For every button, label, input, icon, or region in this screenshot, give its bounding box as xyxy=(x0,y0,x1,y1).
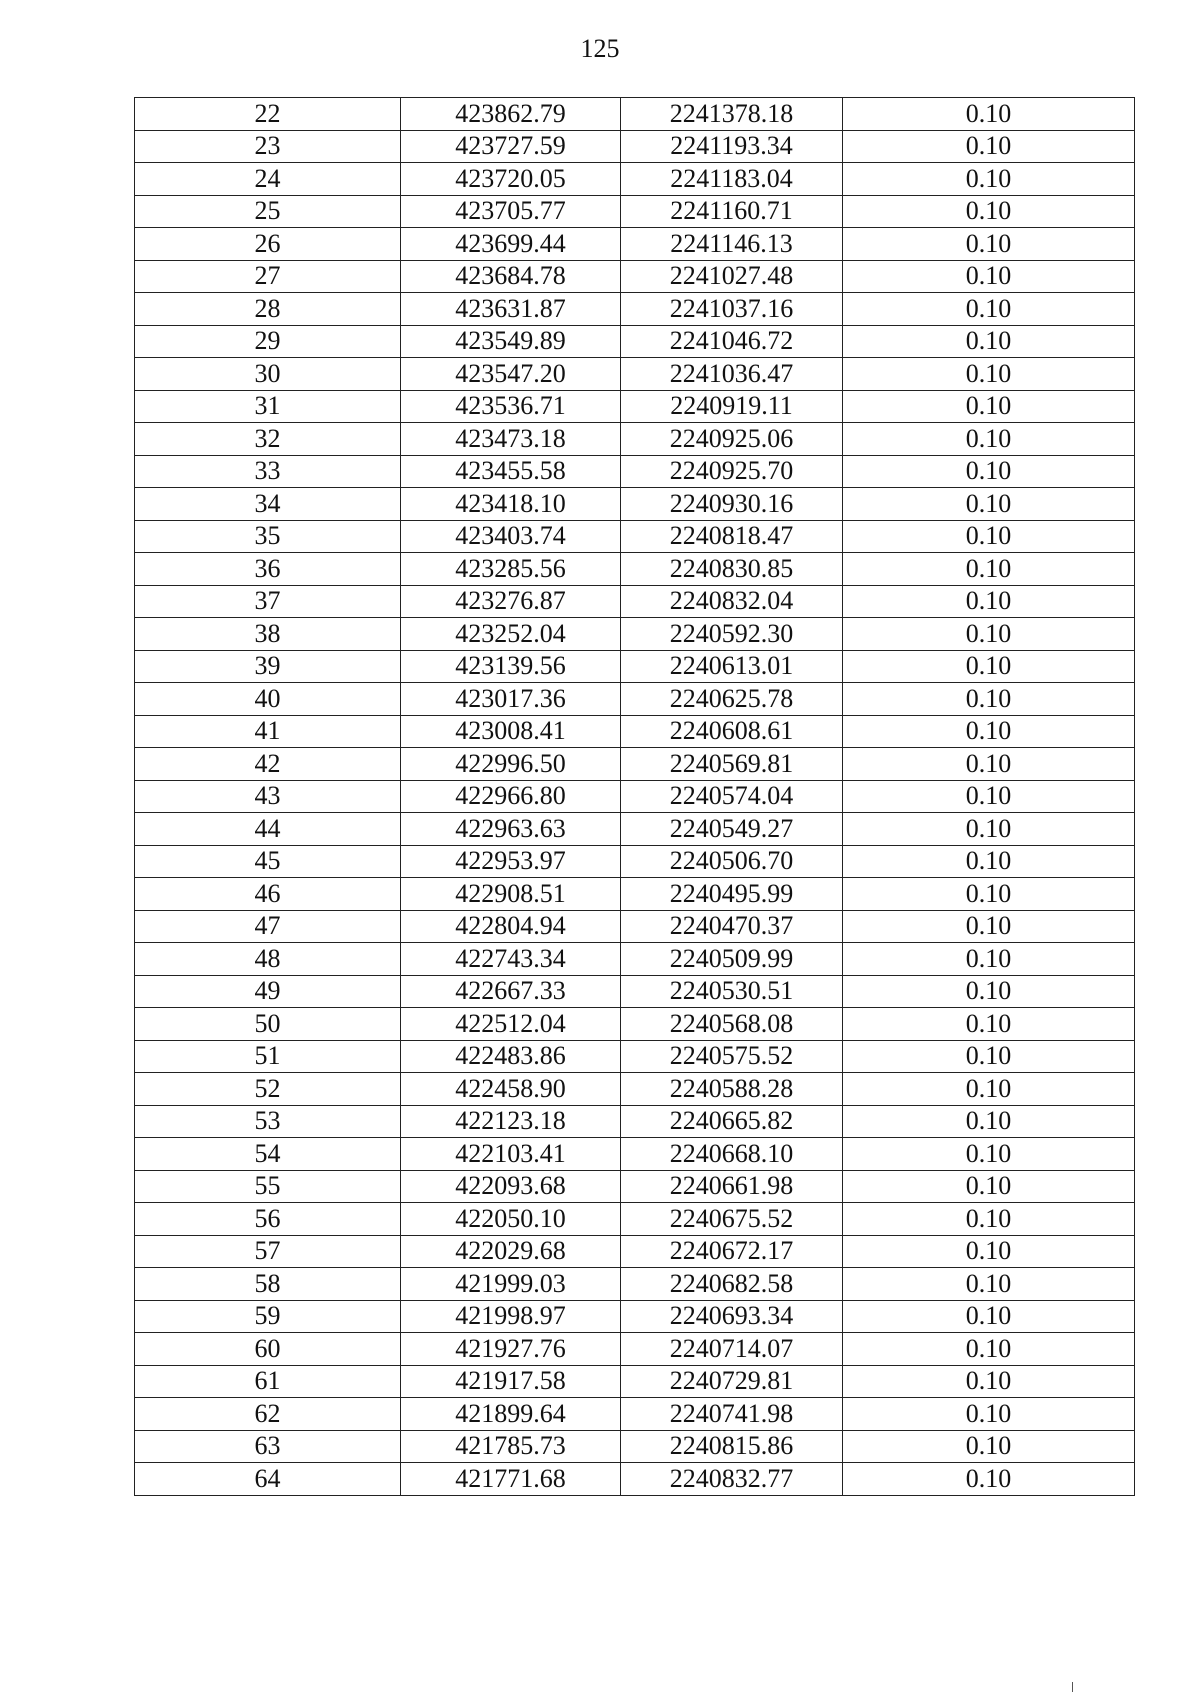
table-row xyxy=(135,1463,1135,1496)
y-coordinate-cell: 2240625.78 xyxy=(621,683,843,716)
y-coordinate-cell: 2240575.52 xyxy=(621,1040,843,1073)
table-row xyxy=(135,163,1135,196)
table-row xyxy=(135,390,1135,423)
accuracy-cell: 0.10 xyxy=(843,1170,1135,1203)
point-number-cell: 48 xyxy=(135,943,401,976)
point-number-cell: 27 xyxy=(135,260,401,293)
x-coordinate-cell: 423720.05 xyxy=(401,163,621,196)
table-row xyxy=(135,975,1135,1008)
accuracy-cell: 0.10 xyxy=(843,1138,1135,1171)
accuracy-cell: 0.10 xyxy=(843,98,1135,131)
table-row xyxy=(135,98,1135,131)
x-coordinate-cell: 421999.03 xyxy=(401,1268,621,1301)
point-number-cell: 42 xyxy=(135,748,401,781)
table-row xyxy=(135,520,1135,553)
accuracy-cell: 0.10 xyxy=(843,910,1135,943)
point-number-cell: 54 xyxy=(135,1138,401,1171)
x-coordinate-cell: 423862.79 xyxy=(401,98,621,131)
y-coordinate-cell: 2240675.52 xyxy=(621,1203,843,1236)
table-row xyxy=(135,1105,1135,1138)
x-coordinate-cell: 421998.97 xyxy=(401,1300,621,1333)
point-number-cell: 51 xyxy=(135,1040,401,1073)
accuracy-cell: 0.10 xyxy=(843,1268,1135,1301)
x-coordinate-cell: 422483.86 xyxy=(401,1040,621,1073)
point-number-cell: 53 xyxy=(135,1105,401,1138)
table-row xyxy=(135,1268,1135,1301)
accuracy-cell: 0.10 xyxy=(843,1105,1135,1138)
y-coordinate-cell: 2241160.71 xyxy=(621,195,843,228)
table-row xyxy=(135,1203,1135,1236)
accuracy-cell: 0.10 xyxy=(843,228,1135,261)
x-coordinate-cell: 423403.74 xyxy=(401,520,621,553)
y-coordinate-cell: 2240665.82 xyxy=(621,1105,843,1138)
y-coordinate-cell: 2240608.61 xyxy=(621,715,843,748)
accuracy-cell: 0.10 xyxy=(843,325,1135,358)
accuracy-cell: 0.10 xyxy=(843,715,1135,748)
accuracy-cell: 0.10 xyxy=(843,553,1135,586)
x-coordinate-cell: 422050.10 xyxy=(401,1203,621,1236)
x-coordinate-cell: 421899.64 xyxy=(401,1398,621,1431)
y-coordinate-cell: 2240588.28 xyxy=(621,1073,843,1106)
x-coordinate-cell: 423631.87 xyxy=(401,293,621,326)
point-number-cell: 34 xyxy=(135,488,401,521)
x-coordinate-cell: 421785.73 xyxy=(401,1430,621,1463)
y-coordinate-cell: 2240530.51 xyxy=(621,975,843,1008)
y-coordinate-cell: 2240661.98 xyxy=(621,1170,843,1203)
table-row xyxy=(135,585,1135,618)
x-coordinate-cell: 422804.94 xyxy=(401,910,621,943)
table-row xyxy=(135,618,1135,651)
accuracy-cell: 0.10 xyxy=(843,423,1135,456)
point-number-cell: 47 xyxy=(135,910,401,943)
y-coordinate-cell: 2240729.81 xyxy=(621,1365,843,1398)
x-coordinate-cell: 422667.33 xyxy=(401,975,621,1008)
y-coordinate-cell: 2240668.10 xyxy=(621,1138,843,1171)
y-coordinate-cell: 2241378.18 xyxy=(621,98,843,131)
x-coordinate-cell: 421771.68 xyxy=(401,1463,621,1496)
y-coordinate-cell: 2241046.72 xyxy=(621,325,843,358)
accuracy-cell: 0.10 xyxy=(843,1463,1135,1496)
point-number-cell: 40 xyxy=(135,683,401,716)
point-number-cell: 29 xyxy=(135,325,401,358)
accuracy-cell: 0.10 xyxy=(843,358,1135,391)
point-number-cell: 31 xyxy=(135,390,401,423)
table-row xyxy=(135,1040,1135,1073)
table-row xyxy=(135,1170,1135,1203)
x-coordinate-cell: 423017.36 xyxy=(401,683,621,716)
y-coordinate-cell: 2240832.77 xyxy=(621,1463,843,1496)
accuracy-cell: 0.10 xyxy=(843,748,1135,781)
point-number-cell: 30 xyxy=(135,358,401,391)
x-coordinate-cell: 423418.10 xyxy=(401,488,621,521)
point-number-cell: 28 xyxy=(135,293,401,326)
point-number-cell: 64 xyxy=(135,1463,401,1496)
table-row xyxy=(135,1008,1135,1041)
x-coordinate-cell: 423285.56 xyxy=(401,553,621,586)
x-coordinate-cell: 422966.80 xyxy=(401,780,621,813)
accuracy-cell: 0.10 xyxy=(843,488,1135,521)
y-coordinate-cell: 2240925.06 xyxy=(621,423,843,456)
accuracy-cell: 0.10 xyxy=(843,585,1135,618)
table-row xyxy=(135,715,1135,748)
table-row xyxy=(135,780,1135,813)
accuracy-cell: 0.10 xyxy=(843,130,1135,163)
accuracy-cell: 0.10 xyxy=(843,293,1135,326)
y-coordinate-cell: 2241036.47 xyxy=(621,358,843,391)
point-number-cell: 61 xyxy=(135,1365,401,1398)
table-row xyxy=(135,455,1135,488)
table-row xyxy=(135,650,1135,683)
y-coordinate-cell: 2240592.30 xyxy=(621,618,843,651)
point-number-cell: 38 xyxy=(135,618,401,651)
table-row xyxy=(135,910,1135,943)
y-coordinate-cell: 2240495.99 xyxy=(621,878,843,911)
point-number-cell: 45 xyxy=(135,845,401,878)
y-coordinate-cell: 2240818.47 xyxy=(621,520,843,553)
y-coordinate-cell: 2240815.86 xyxy=(621,1430,843,1463)
point-number-cell: 52 xyxy=(135,1073,401,1106)
point-number-cell: 23 xyxy=(135,130,401,163)
table-row xyxy=(135,553,1135,586)
point-number-cell: 63 xyxy=(135,1430,401,1463)
point-number-cell: 33 xyxy=(135,455,401,488)
y-coordinate-cell: 2240919.11 xyxy=(621,390,843,423)
y-coordinate-cell: 2240672.17 xyxy=(621,1235,843,1268)
table-row xyxy=(135,845,1135,878)
accuracy-cell: 0.10 xyxy=(843,1365,1135,1398)
x-coordinate-cell: 423684.78 xyxy=(401,260,621,293)
accuracy-cell: 0.10 xyxy=(843,1040,1135,1073)
table-row xyxy=(135,748,1135,781)
point-number-cell: 46 xyxy=(135,878,401,911)
accuracy-cell: 0.10 xyxy=(843,1333,1135,1366)
point-number-cell: 56 xyxy=(135,1203,401,1236)
page-number: 125 xyxy=(580,34,620,63)
accuracy-cell: 0.10 xyxy=(843,1235,1135,1268)
y-coordinate-cell: 2240509.99 xyxy=(621,943,843,976)
point-number-cell: 39 xyxy=(135,650,401,683)
table-row xyxy=(135,1235,1135,1268)
accuracy-cell: 0.10 xyxy=(843,163,1135,196)
point-number-cell: 62 xyxy=(135,1398,401,1431)
x-coordinate-cell: 422103.41 xyxy=(401,1138,621,1171)
table-row xyxy=(135,260,1135,293)
x-coordinate-cell: 422093.68 xyxy=(401,1170,621,1203)
point-number-cell: 35 xyxy=(135,520,401,553)
x-coordinate-cell: 423699.44 xyxy=(401,228,621,261)
x-coordinate-cell: 422512.04 xyxy=(401,1008,621,1041)
table-row xyxy=(135,130,1135,163)
point-number-cell: 36 xyxy=(135,553,401,586)
accuracy-cell: 0.10 xyxy=(843,1008,1135,1041)
point-number-cell: 55 xyxy=(135,1170,401,1203)
accuracy-cell: 0.10 xyxy=(843,618,1135,651)
x-coordinate-cell: 423549.89 xyxy=(401,325,621,358)
x-coordinate-cell: 422963.63 xyxy=(401,813,621,846)
y-coordinate-cell: 2240549.27 xyxy=(621,813,843,846)
table-row xyxy=(135,195,1135,228)
x-coordinate-cell: 423252.04 xyxy=(401,618,621,651)
x-coordinate-cell: 423455.58 xyxy=(401,455,621,488)
table-row xyxy=(135,1138,1135,1171)
accuracy-cell: 0.10 xyxy=(843,1073,1135,1106)
table-row xyxy=(135,1073,1135,1106)
point-number-cell: 59 xyxy=(135,1300,401,1333)
accuracy-cell: 0.10 xyxy=(843,1430,1135,1463)
x-coordinate-cell: 421917.58 xyxy=(401,1365,621,1398)
y-coordinate-cell: 2240925.70 xyxy=(621,455,843,488)
table-row xyxy=(135,325,1135,358)
table-row xyxy=(135,1430,1135,1463)
x-coordinate-cell: 423705.77 xyxy=(401,195,621,228)
accuracy-cell: 0.10 xyxy=(843,943,1135,976)
y-coordinate-cell: 2240832.04 xyxy=(621,585,843,618)
y-coordinate-cell: 2240693.34 xyxy=(621,1300,843,1333)
point-number-cell: 43 xyxy=(135,780,401,813)
point-number-cell: 49 xyxy=(135,975,401,1008)
y-coordinate-cell: 2241193.34 xyxy=(621,130,843,163)
x-coordinate-cell: 422953.97 xyxy=(401,845,621,878)
coordinates-table-body xyxy=(135,98,1135,1496)
y-coordinate-cell: 2240741.98 xyxy=(621,1398,843,1431)
x-coordinate-cell: 421927.76 xyxy=(401,1333,621,1366)
x-coordinate-cell: 423727.59 xyxy=(401,130,621,163)
accuracy-cell: 0.10 xyxy=(843,780,1135,813)
accuracy-cell: 0.10 xyxy=(843,878,1135,911)
point-number-cell: 60 xyxy=(135,1333,401,1366)
y-coordinate-cell: 2240930.16 xyxy=(621,488,843,521)
x-coordinate-cell: 423008.41 xyxy=(401,715,621,748)
coordinates-table xyxy=(134,97,1135,1496)
accuracy-cell: 0.10 xyxy=(843,650,1135,683)
accuracy-cell: 0.10 xyxy=(843,1203,1135,1236)
x-coordinate-cell: 422743.34 xyxy=(401,943,621,976)
y-coordinate-cell: 2240568.08 xyxy=(621,1008,843,1041)
x-coordinate-cell: 423473.18 xyxy=(401,423,621,456)
table-row xyxy=(135,293,1135,326)
x-coordinate-cell: 422996.50 xyxy=(401,748,621,781)
y-coordinate-cell: 2240714.07 xyxy=(621,1333,843,1366)
point-number-cell: 44 xyxy=(135,813,401,846)
accuracy-cell: 0.10 xyxy=(843,683,1135,716)
accuracy-cell: 0.10 xyxy=(843,975,1135,1008)
table-row xyxy=(135,1300,1135,1333)
y-coordinate-cell: 2240569.81 xyxy=(621,748,843,781)
table-row xyxy=(135,1398,1135,1431)
point-number-cell: 25 xyxy=(135,195,401,228)
x-coordinate-cell: 423139.56 xyxy=(401,650,621,683)
y-coordinate-cell: 2240682.58 xyxy=(621,1268,843,1301)
accuracy-cell: 0.10 xyxy=(843,1398,1135,1431)
accuracy-cell: 0.10 xyxy=(843,813,1135,846)
point-number-cell: 57 xyxy=(135,1235,401,1268)
y-coordinate-cell: 2240613.01 xyxy=(621,650,843,683)
y-coordinate-cell: 2240574.04 xyxy=(621,780,843,813)
point-number-cell: 24 xyxy=(135,163,401,196)
y-coordinate-cell: 2241183.04 xyxy=(621,163,843,196)
accuracy-cell: 0.10 xyxy=(843,260,1135,293)
x-coordinate-cell: 422458.90 xyxy=(401,1073,621,1106)
x-coordinate-cell: 422908.51 xyxy=(401,878,621,911)
accuracy-cell: 0.10 xyxy=(843,195,1135,228)
table-row xyxy=(135,813,1135,846)
x-coordinate-cell: 422029.68 xyxy=(401,1235,621,1268)
x-coordinate-cell: 422123.18 xyxy=(401,1105,621,1138)
table-row xyxy=(135,358,1135,391)
point-number-cell: 37 xyxy=(135,585,401,618)
point-number-cell: 58 xyxy=(135,1268,401,1301)
accuracy-cell: 0.10 xyxy=(843,390,1135,423)
accuracy-cell: 0.10 xyxy=(843,845,1135,878)
point-number-cell: 41 xyxy=(135,715,401,748)
table-row xyxy=(135,423,1135,456)
table-row xyxy=(135,943,1135,976)
y-coordinate-cell: 2240470.37 xyxy=(621,910,843,943)
table-row xyxy=(135,683,1135,716)
accuracy-cell: 0.10 xyxy=(843,455,1135,488)
point-number-cell: 32 xyxy=(135,423,401,456)
y-coordinate-cell: 2241027.48 xyxy=(621,260,843,293)
y-coordinate-cell: 2241146.13 xyxy=(621,228,843,261)
point-number-cell: 22 xyxy=(135,98,401,131)
table-row xyxy=(135,488,1135,521)
x-coordinate-cell: 423536.71 xyxy=(401,390,621,423)
scan-mark xyxy=(1072,1682,1073,1692)
x-coordinate-cell: 423547.20 xyxy=(401,358,621,391)
y-coordinate-cell: 2240506.70 xyxy=(621,845,843,878)
table-row xyxy=(135,1365,1135,1398)
x-coordinate-cell: 423276.87 xyxy=(401,585,621,618)
point-number-cell: 26 xyxy=(135,228,401,261)
table-row xyxy=(135,228,1135,261)
point-number-cell: 50 xyxy=(135,1008,401,1041)
y-coordinate-cell: 2240830.85 xyxy=(621,553,843,586)
table-row xyxy=(135,878,1135,911)
accuracy-cell: 0.10 xyxy=(843,520,1135,553)
table-row xyxy=(135,1333,1135,1366)
accuracy-cell: 0.10 xyxy=(843,1300,1135,1333)
y-coordinate-cell: 2241037.16 xyxy=(621,293,843,326)
